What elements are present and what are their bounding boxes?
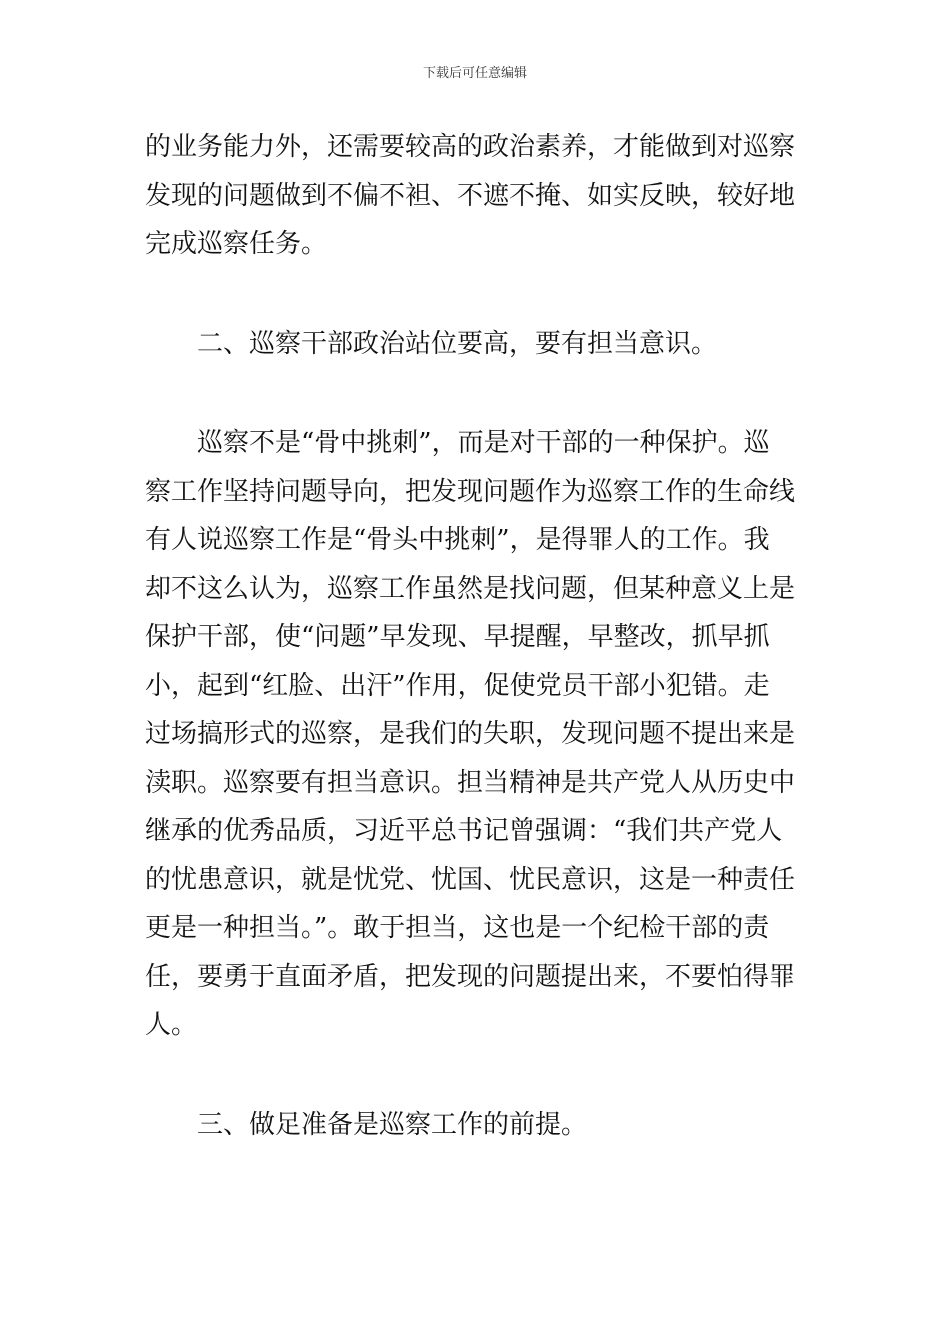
text-line: 有人说巡察工作是“骨头中挑刺”，是得罪人的工作。我 [145, 525, 770, 555]
document-body [145, 123, 810, 1149]
text-line: 渎职。巡察要有担当意识。担当精神是共产党人从历史中 [145, 767, 796, 798]
text-line: 小，起到“红脸、出汗”作用，促使党员干部小犯错。走 [145, 670, 770, 701]
text-line: 继承的优秀品质，习近平总书记曾强调：“我们共产党人 [145, 816, 783, 846]
text-line: 发现的问题做到不偏不袒、不遮不掩、如实反映，较好地 [145, 180, 796, 211]
text-line: 的忧患意识，就是忧党、忧国、忧民意识，这是一种责任 [145, 864, 796, 895]
text-line: 二、巡察干部政治站位要高，要有担当意识。 [197, 328, 718, 359]
text-line: 三、做足准备是巡察工作的前提。 [197, 1109, 588, 1140]
text-line: 过场搞形式的巡察，是我们的失职，发现问题不提出来是 [145, 719, 796, 749]
paragraph-gap [145, 368, 810, 419]
text-line: 人。 [145, 1010, 198, 1040]
text-line: 的业务能力外，还需要较高的政治素养，才能做到对巡察 [145, 132, 796, 162]
text-line: 更是一种担当。”。敢于担当，这也是一个纪检干部的责 [145, 913, 770, 943]
page-header: 下载后可任意编辑 [422, 66, 527, 81]
paragraph-gap [145, 269, 810, 320]
section-heading [145, 320, 810, 369]
text-line: 保护干部，使“问题”早发现、早提醒，早整改，抓早抓 [145, 622, 770, 652]
text-line: 察工作坚持问题导向，把发现问题作为巡察工作的生命线 [145, 476, 796, 507]
text-line: 却不这么认为，巡察工作虽然是找问题，但某种意义上是 [145, 573, 796, 604]
text-line: 完成巡察任务。 [145, 229, 328, 259]
paragraph [145, 123, 810, 269]
section-heading [145, 1101, 810, 1150]
paragraph [145, 419, 810, 1050]
text-line: 巡察不是“骨中挑刺”，而是对干部的一种保护。巡 [197, 428, 770, 458]
paragraph-gap [145, 1050, 810, 1101]
text-line: 任，要勇于直面矛盾，把发现的问题提出来，不要怕得罪 [145, 961, 796, 992]
